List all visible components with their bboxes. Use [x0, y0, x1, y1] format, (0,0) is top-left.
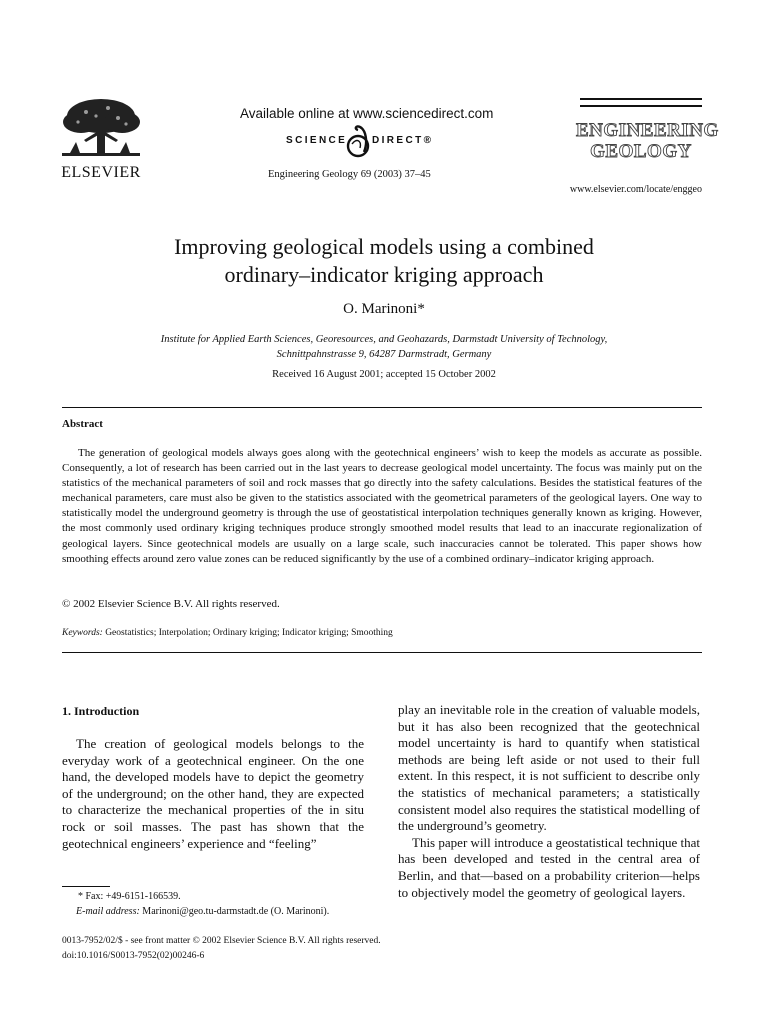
keywords-list: Geostatistics; Interpolation; Ordinary kriging; Indicator kriging; Smoothing [105, 628, 393, 638]
journal-title-line2: GEOLOGY [590, 141, 692, 162]
abstract-copyright: © 2002 Elsevier Science B.V. All rights reserved. [62, 598, 280, 610]
abstract-top-rule [62, 407, 702, 408]
footnote-fax: * Fax: +49-6151-166539. [78, 891, 181, 902]
right-column-paragraph-2: This paper will introduce a geostatistical technique that has been developed and tested in the central area of Berlin, and that—based on a probability criterion—helps to objectively model the geometry of geological layers. [398, 834, 700, 900]
email-address[interactable]: Marinoni@geo.tu-darmstadt.de (O. Marinoni). [142, 906, 330, 917]
elsevier-logo [56, 96, 146, 184]
footnote-email [62, 904, 329, 919]
received-dates: Received 16 August 2001; accepted 15 October 2002 [272, 369, 496, 380]
abstract-text: The generation of geological models always goes along with the geotechnical engineers’ wish to keep the models as accurate as possible. Consequently, a lot of research has been carried out in the last years to decrease geological model uncertainty. The focus was mainly put on the statistics of the mechanical parameters of soil and rock masses that go directly into the safety calculations. Besides the statistical features of the mechanical parameters, care must also be given to the statistics associated with the geometrical parameters of the geological layers. One way to statistically model the underground geometry is through the use of geostatistical interpolation techniques generally known as kriging. However, the most commonly used ordinary kriging techniques produce strongly smoothed model results that lead to an inaccurate regionalization of geological layers. Since geotechnical models are usually on a large scale, such inaccuracies cannot be tolerated. This paper shows how smoothing effects around zero value zones can be reduced significantly by the use of a combined ordinary–indicator kriging approach. [62, 447, 702, 565]
sd-right-text: DIRECT® [372, 135, 434, 146]
journal-url[interactable]: www.elsevier.com/locate/enggeo [569, 184, 702, 195]
abstract-bottom-rule [62, 652, 702, 653]
journal-reference: Engineering Geology 69 (2003) 37–45 [268, 169, 431, 180]
right-column-paragraph-1: play an inevitable role in the creation of valuable models, but it has also been recognized that the geotechnical model uncertainty is hard to quantify when statistical methods are being left aside or not used to their full extent. In this respect, it is not sufficient to describe only the statistics of mechanical parameters; a statistically consistent model also requires the statistical modelling of the underground’s geometry. [398, 702, 700, 834]
article-title-line1: Improving geological models using a combined [174, 234, 594, 259]
affiliation-line1: Institute for Applied Earth Sciences, Georesources, and Geohazards, Darmstadt University of Technology, [160, 334, 608, 345]
sd-left-text: SCIENCE [286, 135, 348, 146]
journal-header-rules [580, 98, 702, 112]
article-title-line2: ordinary–indicator kriging approach [224, 262, 544, 287]
article-title [0, 233, 768, 289]
keywords-label: Keywords: [62, 628, 103, 638]
right-column [398, 702, 700, 901]
journal-title [576, 120, 719, 162]
keywords [62, 628, 393, 638]
front-matter-line: 0013-7952/02/$ - see front matter © 2002 Elsevier Science B.V. All rights reserved. [62, 936, 381, 946]
author-name: O. Marinoni* [343, 301, 425, 317]
abstract-heading: Abstract [62, 418, 103, 430]
publisher-name: ELSEVIER [61, 164, 141, 181]
footnote [62, 889, 329, 919]
affiliation-line2: Schnittpahnstrasse 9, 64287 Darmstradt, Germany [276, 349, 492, 360]
footnote-rule [62, 886, 110, 887]
publication-info [62, 934, 381, 963]
elsevier-tree-icon [56, 96, 146, 162]
doi-line[interactable]: doi:10.1016/S0013-7952(02)00246-6 [62, 950, 205, 961]
journal-title-line1: ENGINEERING [576, 120, 719, 141]
left-column-text: The creation of geological models belongs to the everyday work of a geotechnical engineer. On the one hand, the developed models have to depict the geometry of the underground; on the other hand, they are expected to characterize the mechanical properties of the in situ rock or soil masses. The past has shown that the geotechnical engineers’ experience and “feeling” [62, 736, 364, 851]
available-online-text: Available online at www.sciencedirect.com [240, 106, 494, 121]
affiliation [0, 332, 768, 362]
email-label: E-mail address: [76, 906, 140, 917]
sciencedirect-d-icon [346, 124, 372, 162]
section-heading: 1. Introduction [62, 704, 140, 718]
sciencedirect-logo [268, 124, 468, 164]
